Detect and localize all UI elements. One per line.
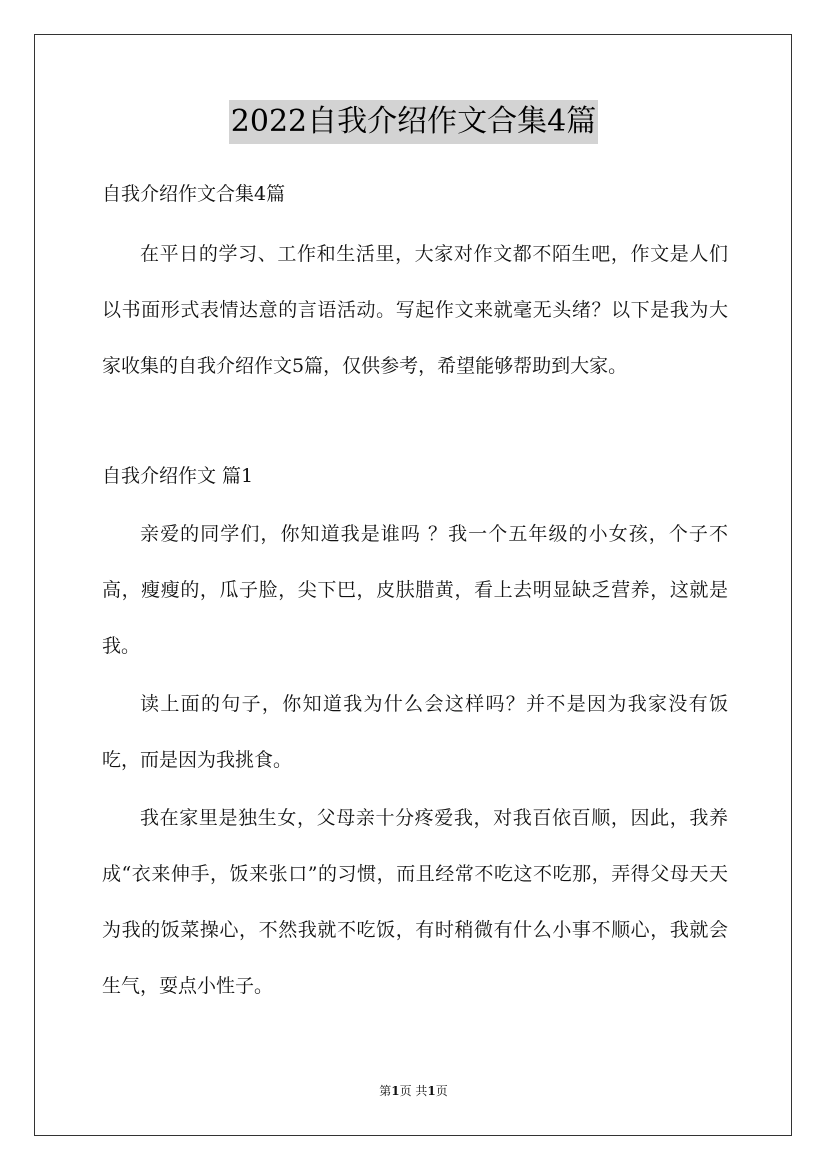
total-page-number: 1 — [427, 1084, 436, 1098]
current-page-number: 1 — [391, 1084, 400, 1098]
page-footer — [0, 1082, 827, 1099]
title-area — [0, 100, 827, 144]
body-paragraph: 读上面的句子，你知道我为什么会这样吗？并不是因为我家没有饭吃，而是因为我挑食。 — [102, 693, 728, 771]
footer-prefix: 第 — [379, 1084, 392, 1098]
document-body — [102, 172, 728, 1014]
body-paragraph: 我在家里是独生女，父母亲十分疼爱我，对我百依百顺，因此，我养成“衣来伸手，饭来张口”的习惯，而且经常不吃这不吃那，弄得父母天天为我的饭菜操心，不然我就不吃饭，有时稍微有什么小事不顺心，我就会生气，耍点小性子。 — [102, 807, 728, 997]
collection-heading: 自我介绍作文合集4篇 — [102, 183, 286, 205]
body-paragraph: 亲爱的同学们，你知道我是谁吗 ？我一个五年级的小女孩，个子不高，瘦瘦的，瓜子脸，尖下巴，皮肤腊黄，看上去明显缺乏营养，这就是我。 — [102, 523, 728, 657]
document-title: 2022自我介绍作文合集4篇 — [229, 100, 598, 144]
section-heading: 自我介绍作文 篇1 — [102, 465, 254, 487]
footer-suffix: 页 — [435, 1084, 448, 1098]
intro-paragraph: 在平日的学习、工作和生活里，大家对作文都不陌生吧，作文是人们以书面形式表情达意的言语活动。写起作文来就毫无头绪？以下是我为大家收集的自我介绍作文5篇，仅供参考，希望能够帮助到大家。 — [102, 243, 728, 377]
footer-mid: 页 共 — [399, 1084, 428, 1098]
